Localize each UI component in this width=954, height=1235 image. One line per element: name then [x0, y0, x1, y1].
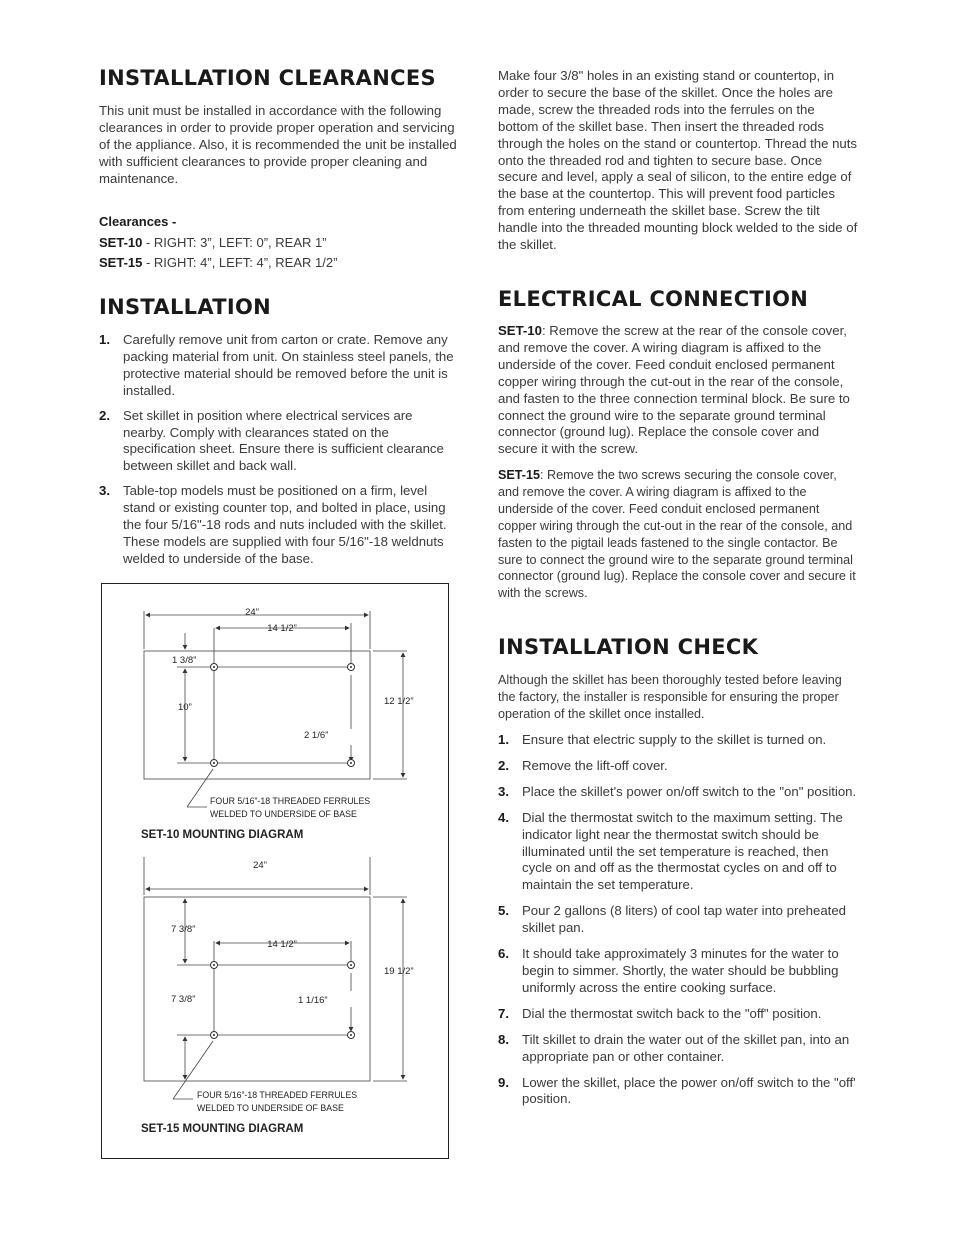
- step-text: Table-top models must be positioned on a firm, level stand or existing counter top, and bolted in place, using the four 5/16"-18 rods and nuts included with the skillet. These models are supplied with four 5/16"-18 weldnuts welded to underside of the base.: [123, 483, 447, 566]
- set15-width-label: 24”: [253, 860, 267, 871]
- clearance-model: SET-15: [99, 255, 143, 270]
- electrical-set10-text: : Remove the screw at the rear of the console cover, and remove the cover. A wiring diagram is affixed to the underside of the cover. Feed conduit enclosed permanent copper wiring through the cut-out in the rear of the console, and fasten to the three connection terminal block. Be sure to connect the ground wire to the separate ground terminal connector (ground lug). Replace the console cover and secure it with the screw.: [498, 323, 850, 457]
- clearance-values: - RIGHT: 4”, LEFT: 4”, REAR 1/2”: [142, 255, 338, 270]
- step-text: Dial the thermostat switch back to the "off" position.: [522, 1005, 822, 1021]
- step-text: Tilt skillet to drain the water out of the skillet pan, into an appropriate pan or other container.: [522, 1031, 850, 1064]
- set10-note-line1: FOUR 5/16”-18 THREADED FERRULES: [210, 796, 371, 806]
- set10-caption: SET-10 MOUNTING DIAGRAM: [141, 829, 304, 841]
- step-text: Pour 2 gallons (8 liters) of cool tap water into preheated skillet pan.: [522, 903, 847, 936]
- step-number: 2.: [498, 757, 509, 773]
- electrical-heading: ELECTRICAL CONNECTION: [498, 287, 809, 311]
- step-text: Ensure that electric supply to the skillet is turned on.: [522, 732, 827, 747]
- check-heading: INSTALLATION CHECK: [498, 635, 759, 659]
- step-number: 9.: [498, 1074, 509, 1090]
- step-text: Set skillet in position where electrical services are nearby. Comply with clearances stated on the specification sheet. Ensure there is sufficient clearance between skillet and back wall.: [123, 407, 444, 474]
- step-number: 6.: [498, 946, 509, 962]
- model-label: SET-15: [498, 468, 540, 482]
- clearance-set15: [99, 255, 337, 270]
- clearance-values: - RIGHT: 3”, LEFT: 0”, REAR 1”: [142, 235, 327, 250]
- set15-side-label: 1 1/16”: [298, 995, 328, 1006]
- set15-note-line2: WELDED TO UNDERSIDE OF BASE: [197, 1103, 344, 1113]
- set10-depth-label: 12 1/2”: [384, 696, 414, 707]
- electrical-set15-text: : Remove the two screws securing the console cover, and remove the cover. A wiring diagram is affixed to the underside of the cover. Feed conduit enclosed permanent copper wiring through the cut-out in the rear of the console, and fasten to the pigtail leads fastened to the single contactor. Be sure to connect the ground wire to the separate ground terminal connector (ground lug). Replace the console cover and secure it with the screws.: [498, 468, 856, 601]
- list-item: [99, 483, 459, 568]
- set10-base-outline: [144, 651, 370, 779]
- list-item: [498, 1075, 858, 1109]
- set10-note-line2: WELDED TO UNDERSIDE OF BASE: [210, 809, 357, 819]
- step-number: 4.: [498, 809, 509, 825]
- step-number: 1.: [99, 332, 110, 347]
- clearances-label: Clearances -: [99, 214, 177, 229]
- mounting-diagrams-box: [101, 583, 449, 1159]
- set15-edge-bottom-label: 7 3/8”: [171, 994, 196, 1005]
- electrical-set10: [498, 323, 858, 458]
- set10-edge-label: 1 3/8”: [172, 655, 197, 666]
- step-text: Remove the lift-off cover.: [522, 757, 668, 773]
- list-item: [498, 946, 858, 997]
- list-item: [498, 758, 858, 775]
- check-steps: [498, 732, 858, 1108]
- check-intro: Although the skillet has been thoroughly tested before leaving the factory, the installer is responsible for ensuring the proper operation of the skillet once installed.: [498, 673, 842, 721]
- installation-continued: Make four 3/8" holes in an existing stand or countertop, in order to secure the base of the skillet. Once the holes are made, screw the threaded rods into the ferrules on the bottom of the skillet base. Then insert the threaded rods through the holes on the stand or countertop. Thread the nuts onto the threaded rod and tighten to secure base. Once secure and level, apply a seal of silicon, to the entire edge of the base at the countertop. This will prevent food particles from entering underneath the skillet base. Screw the tilt handle into the threaded mounting block welded to the side of the skillet.: [498, 68, 858, 253]
- installation-steps: [99, 332, 459, 568]
- installation-heading: INSTALLATION: [99, 295, 272, 319]
- step-text: Lower the skillet, place the power on/off switch to the "off' position.: [522, 1074, 856, 1107]
- list-item: [498, 1006, 858, 1023]
- step-number: 3.: [498, 783, 509, 799]
- set10-hole-span-label: 14 1/2”: [267, 623, 297, 634]
- step-text: Place the skillet's power on/off switch to the "on" position.: [522, 783, 857, 799]
- set15-note-line1: FOUR 5/16”-18 THREADED FERRULES: [197, 1090, 358, 1100]
- set15-hole-span-label: 14 1/2”: [267, 939, 297, 950]
- set10-hole-depth-label: 10”: [178, 702, 192, 713]
- list-item: [498, 732, 858, 749]
- set10-width-label: 24”: [245, 607, 259, 618]
- step-text: Carefully remove unit from carton or crate. Remove any packing material from unit. On stainless steel panels, the protective material should be removed before the unit is installed.: [123, 332, 454, 398]
- clearance-set10: [99, 235, 327, 250]
- step-text: It should take approximately 3 minutes for the water to begin to simmer. Shortly, the water should be bubbling uniformly across the entire cooking surface.: [522, 946, 839, 995]
- model-label: SET-10: [498, 323, 542, 338]
- set10-side-label: 2 1/6”: [304, 730, 329, 741]
- step-number: 8.: [498, 1031, 509, 1047]
- step-number: 1.: [498, 732, 509, 747]
- clearances-heading: INSTALLATION CLEARANCES: [99, 66, 436, 90]
- step-text: Dial the thermostat switch to the maximum setting. The indicator light near the thermostat switch should be illuminated until the set temperature is reached, then cycle on and off as the thermostat cycles on and off to maintain the set temperature.: [522, 809, 843, 893]
- clearance-model: SET-10: [99, 235, 143, 250]
- list-item: [498, 1032, 858, 1066]
- mounting-diagrams: [102, 584, 448, 1158]
- clearances-intro: This unit must be installed in accordance with the following clearances in order to provide proper operation and servicing of the appliance. Also, it is recommended the unit be installed with sufficient clearances to provide proper cleaning and maintenance.: [99, 103, 457, 186]
- electrical-set15: [498, 467, 858, 602]
- step-number: 3.: [99, 483, 110, 499]
- list-item: [99, 332, 459, 400]
- list-item: [498, 903, 858, 937]
- set15-edge-top-label: 7 3/8”: [171, 924, 196, 935]
- step-number: 2.: [99, 407, 110, 423]
- list-item: [498, 810, 858, 895]
- list-item: [99, 408, 459, 476]
- set15-depth-label: 19 1/2”: [384, 966, 414, 977]
- step-number: 5.: [498, 903, 509, 919]
- step-number: 7.: [498, 1005, 509, 1021]
- set15-caption: SET-15 MOUNTING DIAGRAM: [141, 1123, 304, 1135]
- list-item: [498, 784, 858, 801]
